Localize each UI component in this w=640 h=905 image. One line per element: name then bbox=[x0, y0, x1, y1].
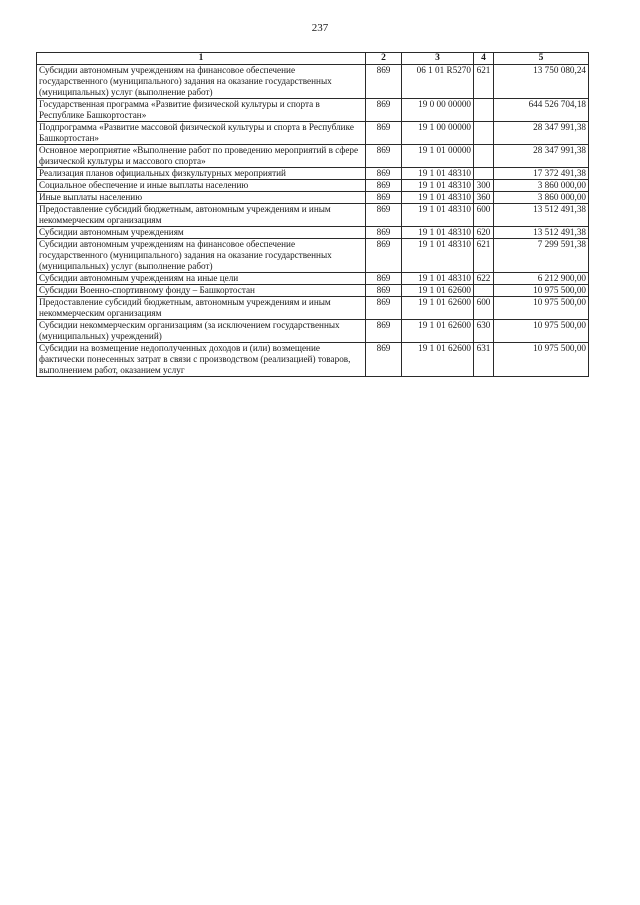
row-name: Субсидии автономным учреждениям bbox=[37, 227, 366, 239]
row-code: 869 bbox=[366, 122, 402, 145]
row-name: Субсидии некоммерческим организациям (за исключением государственных (муниципальных) учреждений) bbox=[37, 320, 366, 343]
table-row bbox=[37, 145, 589, 168]
row-code: 869 bbox=[366, 320, 402, 343]
row-name: Субсидии на возмещение недополученных доходов и (или) возмещение фактически понесенных затрат в связи с производством (реализацией) товаров, выполнением работ, оказанием услуг bbox=[37, 343, 366, 377]
row-amount: 28 347 991,38 bbox=[494, 145, 589, 168]
row-code: 869 bbox=[366, 168, 402, 180]
row-name: Иные выплаты населению bbox=[37, 192, 366, 204]
row-code: 869 bbox=[366, 239, 402, 273]
row-amount: 13 512 491,38 bbox=[494, 204, 589, 227]
row-code: 869 bbox=[366, 204, 402, 227]
table-row bbox=[37, 227, 589, 239]
row-kind: 600 bbox=[474, 297, 494, 320]
row-code: 869 bbox=[366, 273, 402, 285]
column-header-code: 2 bbox=[366, 53, 402, 65]
column-header-kind: 4 bbox=[474, 53, 494, 65]
row-amount: 7 299 591,38 bbox=[494, 239, 589, 273]
table-row bbox=[37, 168, 589, 180]
budget-table bbox=[36, 52, 589, 377]
row-code: 869 bbox=[366, 192, 402, 204]
row-amount: 644 526 704,18 bbox=[494, 99, 589, 122]
row-kind: 621 bbox=[474, 239, 494, 273]
row-kind: 630 bbox=[474, 320, 494, 343]
row-kind bbox=[474, 145, 494, 168]
row-name: Подпрограмма «Развитие массовой физической культуры и спорта в Республике Башкортостан» bbox=[37, 122, 366, 145]
row-amount: 17 372 491,38 bbox=[494, 168, 589, 180]
column-header-amount: 5 bbox=[494, 53, 589, 65]
row-article: 19 1 01 48310 bbox=[402, 168, 474, 180]
row-kind bbox=[474, 168, 494, 180]
row-amount: 6 212 900,00 bbox=[494, 273, 589, 285]
row-kind bbox=[474, 99, 494, 122]
row-code: 869 bbox=[366, 285, 402, 297]
column-header-article: 3 bbox=[402, 53, 474, 65]
row-amount: 10 975 500,00 bbox=[494, 343, 589, 377]
table-row bbox=[37, 65, 589, 99]
table-row bbox=[37, 273, 589, 285]
row-amount: 13 512 491,38 bbox=[494, 227, 589, 239]
row-article: 19 1 01 48310 bbox=[402, 192, 474, 204]
row-kind: 622 bbox=[474, 273, 494, 285]
row-kind: 360 bbox=[474, 192, 494, 204]
row-amount: 3 860 000,00 bbox=[494, 180, 589, 192]
row-kind: 300 bbox=[474, 180, 494, 192]
row-name: Социальное обеспечение и иные выплаты населению bbox=[37, 180, 366, 192]
row-code: 869 bbox=[366, 99, 402, 122]
row-article: 19 1 01 62600 bbox=[402, 285, 474, 297]
row-article: 19 1 01 62600 bbox=[402, 320, 474, 343]
column-header-name: 1 bbox=[37, 53, 366, 65]
table-row bbox=[37, 297, 589, 320]
row-article: 19 1 00 00000 bbox=[402, 122, 474, 145]
page-number: 237 bbox=[311, 22, 329, 34]
row-code: 869 bbox=[366, 145, 402, 168]
row-article: 19 1 01 48310 bbox=[402, 273, 474, 285]
row-name: Субсидии автономным учреждениям на иные цели bbox=[37, 273, 366, 285]
row-article: 19 1 01 48310 bbox=[402, 239, 474, 273]
row-kind bbox=[474, 285, 494, 297]
row-article: 19 1 01 62600 bbox=[402, 297, 474, 320]
row-name: Субсидии Военно-спортивному фонду – Башкортостан bbox=[37, 285, 366, 297]
row-kind: 621 bbox=[474, 65, 494, 99]
row-name: Предоставление субсидий бюджетным, автономным учреждениям и иным некоммерческим организациям bbox=[37, 297, 366, 320]
row-amount: 10 975 500,00 bbox=[494, 320, 589, 343]
row-kind: 620 bbox=[474, 227, 494, 239]
row-name: Основное мероприятие «Выполнение работ по проведению мероприятий в сфере физической культуры и массового спорта» bbox=[37, 145, 366, 168]
table-row bbox=[37, 285, 589, 297]
table-row bbox=[37, 99, 589, 122]
row-article: 06 1 01 R5270 bbox=[402, 65, 474, 99]
row-name: Субсидии автономным учреждениям на финансовое обеспечение государственного (муниципального) задания на оказание государственных (муниципальных) услуг (выполнение работ) bbox=[37, 239, 366, 273]
row-name: Реализация планов официальных физкультурных мероприятий bbox=[37, 168, 366, 180]
table-header-row bbox=[37, 53, 589, 65]
row-kind: 631 bbox=[474, 343, 494, 377]
row-code: 869 bbox=[366, 343, 402, 377]
row-article: 19 1 01 62600 bbox=[402, 343, 474, 377]
row-name: Государственная программа «Развитие физической культуры и спорта в Республике Башкортостан» bbox=[37, 99, 366, 122]
table-row bbox=[37, 320, 589, 343]
row-amount: 10 975 500,00 bbox=[494, 297, 589, 320]
row-kind: 600 bbox=[474, 204, 494, 227]
row-code: 869 bbox=[366, 297, 402, 320]
row-article: 19 1 01 48310 bbox=[402, 227, 474, 239]
row-code: 869 bbox=[366, 65, 402, 99]
row-amount: 3 860 000,00 bbox=[494, 192, 589, 204]
row-article: 19 1 01 00000 bbox=[402, 145, 474, 168]
row-amount: 10 975 500,00 bbox=[494, 285, 589, 297]
row-name: Субсидии автономным учреждениям на финансовое обеспечение государственного (муниципального) задания на оказание государственных (муниципальных) услуг (выполнение работ) bbox=[37, 65, 366, 99]
row-code: 869 bbox=[366, 180, 402, 192]
table-row bbox=[37, 343, 589, 377]
row-name: Предоставление субсидий бюджетным, автономным учреждениям и иным некоммерческим организациям bbox=[37, 204, 366, 227]
row-article: 19 1 01 48310 bbox=[402, 180, 474, 192]
table-row bbox=[37, 204, 589, 227]
row-kind bbox=[474, 122, 494, 145]
table-row bbox=[37, 239, 589, 273]
row-code: 869 bbox=[366, 227, 402, 239]
table-row bbox=[37, 180, 589, 192]
table-row bbox=[37, 192, 589, 204]
row-article: 19 1 01 48310 bbox=[402, 204, 474, 227]
table-row bbox=[37, 122, 589, 145]
row-amount: 13 750 080,24 bbox=[494, 65, 589, 99]
row-article: 19 0 00 00000 bbox=[402, 99, 474, 122]
row-amount: 28 347 991,38 bbox=[494, 122, 589, 145]
